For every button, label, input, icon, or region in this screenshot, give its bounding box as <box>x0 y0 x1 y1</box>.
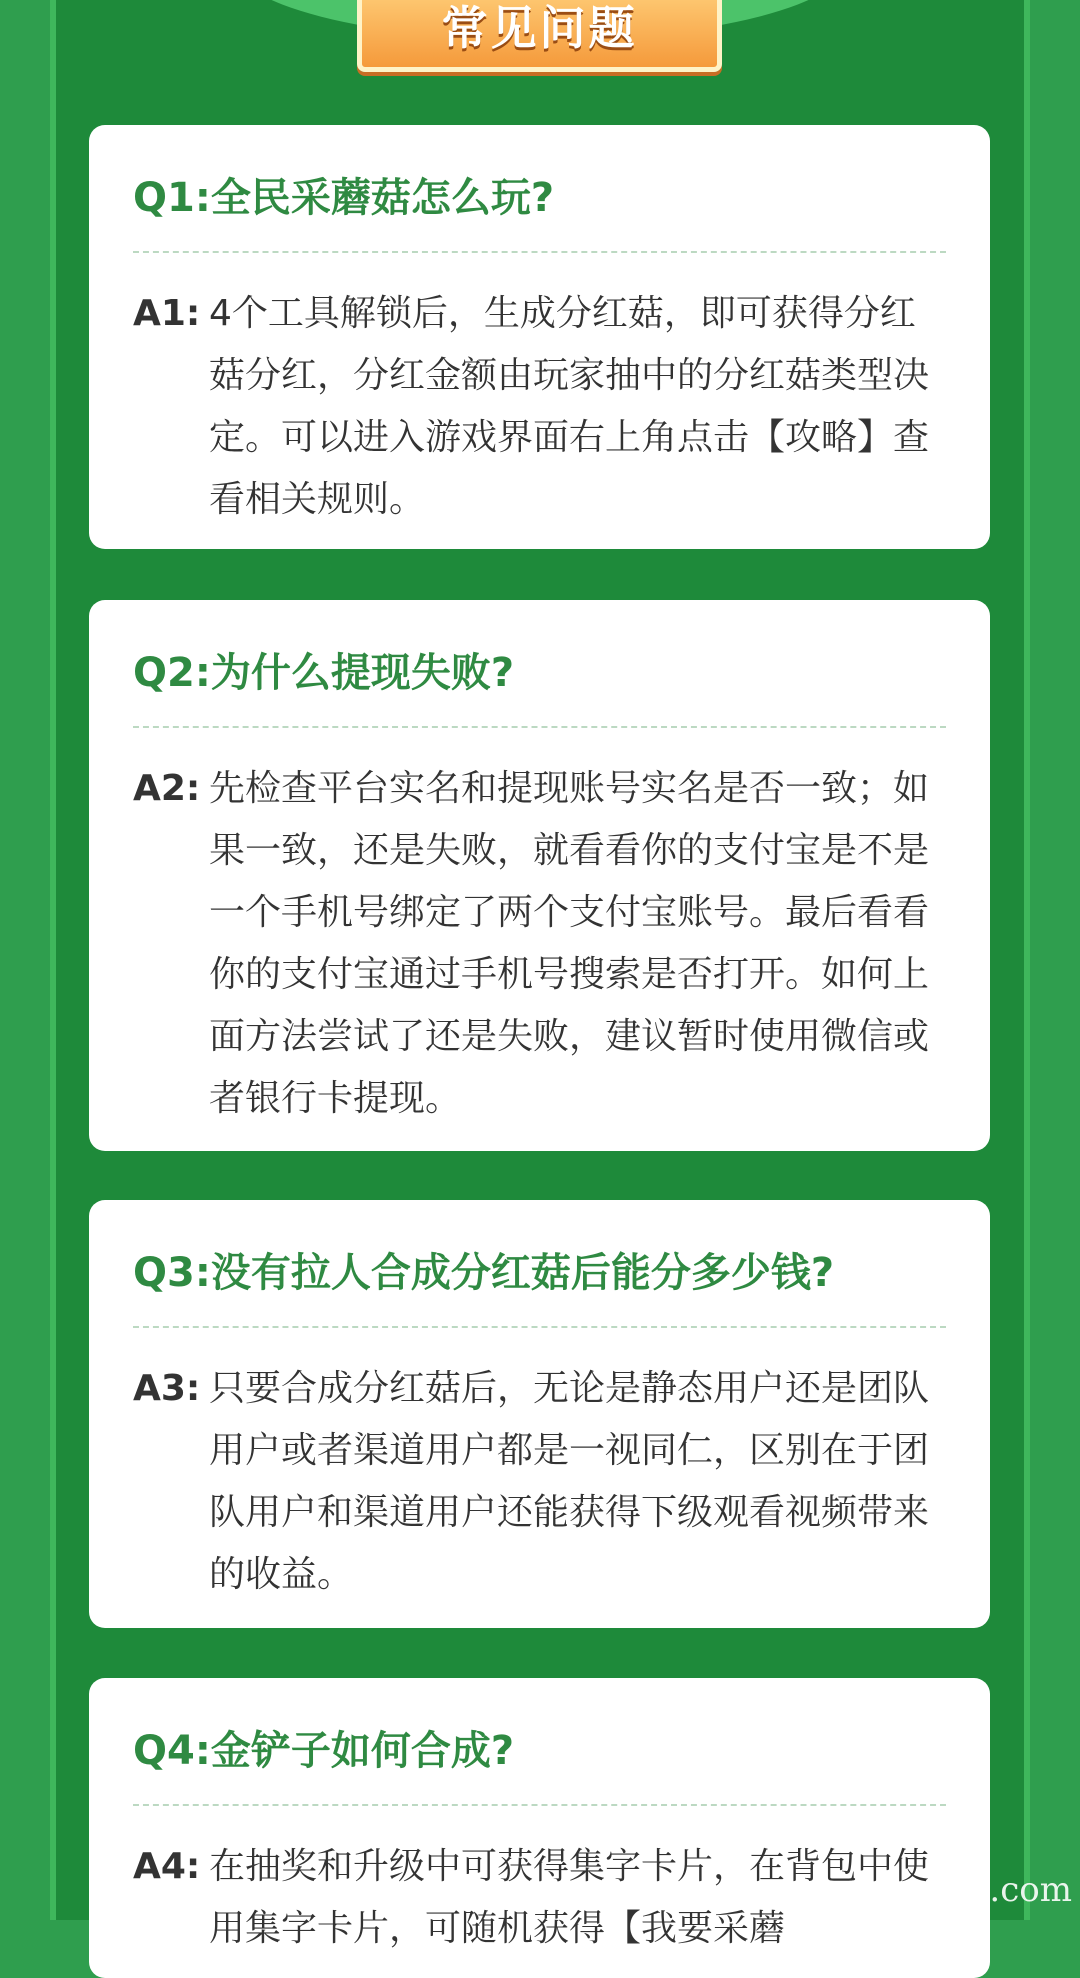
dashed-divider <box>133 726 946 728</box>
faq-answer <box>133 758 946 1130</box>
faq-answer <box>133 283 946 531</box>
watermark-text: 818.com <box>924 1870 1072 1910</box>
faq-card-q4 <box>89 1678 990 1978</box>
answer-label: A3: <box>133 1368 201 1409</box>
faq-question: Q4:金铲子如何合成? <box>133 1728 515 1774</box>
faq-answer <box>133 1836 946 1960</box>
dashed-divider <box>133 251 946 253</box>
faq-card-q1 <box>89 125 990 549</box>
dashed-divider <box>133 1326 946 1328</box>
faq-card-q2 <box>89 600 990 1151</box>
faq-question: Q2:为什么提现失败? <box>133 650 515 696</box>
page-title: 常见问题 <box>441 1 638 55</box>
faq-answer <box>133 1358 946 1606</box>
answer-text: 4个工具解锁后，生成分红菇，即可获得分红菇分红，分红金额由玩家抽中的分红菇类型决定。可以进入游戏界面右上角点击【攻略】查看相关规则。 <box>209 293 930 520</box>
dashed-divider <box>133 1804 946 1806</box>
faq-header-badge <box>357 0 722 72</box>
answer-label: A4: <box>133 1846 201 1887</box>
faq-question: Q3:没有拉人合成分红菇后能分多少钱? <box>133 1250 835 1296</box>
faq-card-q3 <box>89 1200 990 1628</box>
answer-text: 只要合成分红菇后，无论是静态用户还是团队用户或者渠道用户都是一视同仁，区别在于团队用户和渠道用户还能获得下级观看视频带来的收益。 <box>209 1368 930 1595</box>
answer-label: A2: <box>133 768 201 809</box>
answer-text: 先检查平台实名和提现账号实名是否一致；如果一致，还是失败，就看看你的支付宝是不是一个手机号绑定了两个支付宝账号。最后看看你的支付宝通过手机号搜索是否打开。如何上面方法尝试了还是失败，建议暂时使用微信或者银行卡提现。 <box>209 768 930 1119</box>
answer-label: A1: <box>133 293 201 334</box>
answer-text: 在抽奖和升级中可获得集字卡片，在背包中使用集字卡片，可随机获得【我要采蘑 <box>209 1846 930 1949</box>
faq-question: Q1:全民采蘑菇怎么玩? <box>133 175 555 221</box>
